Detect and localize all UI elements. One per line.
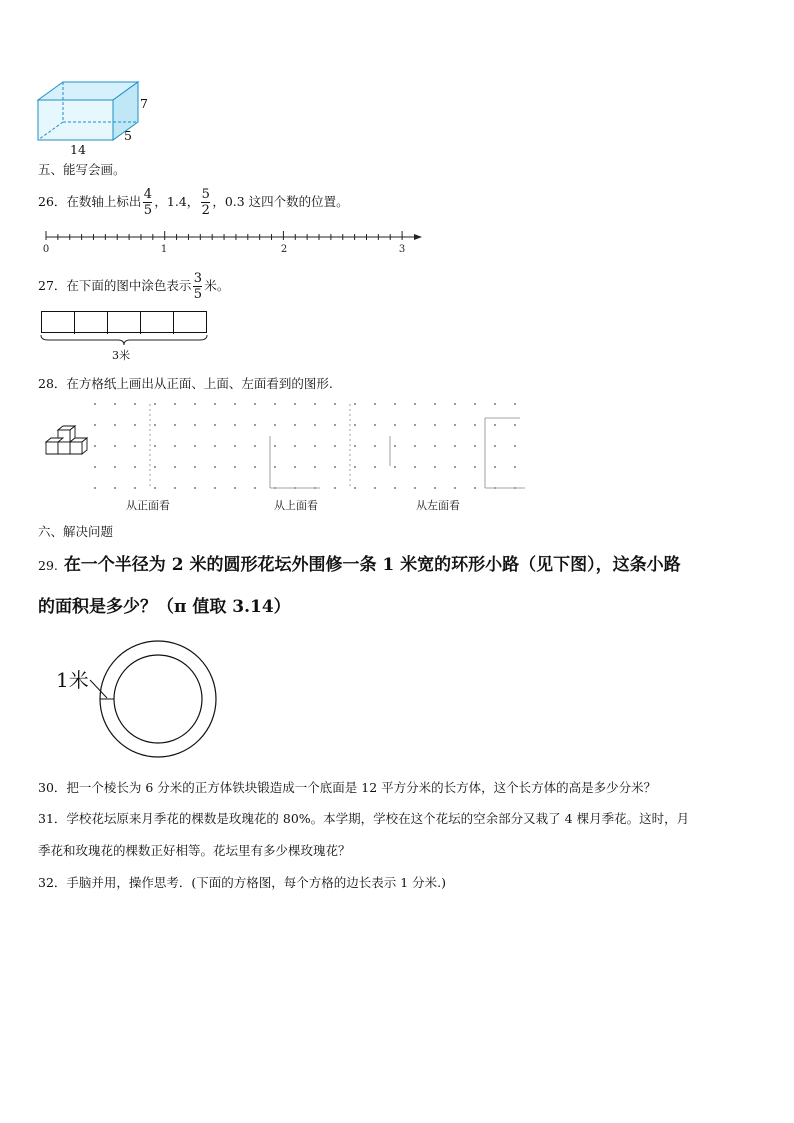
- grid-dot: [234, 466, 236, 468]
- grid-dot: [234, 403, 236, 405]
- q27-fraction: [193, 271, 202, 302]
- grid-dot: [194, 445, 196, 447]
- grid-dot: [134, 487, 136, 489]
- grid-dot: [434, 487, 436, 489]
- grid-dot: [154, 424, 156, 426]
- q32-number: 32．: [38, 875, 67, 890]
- q27-prefix: 在下面的图中涂色表示: [66, 278, 192, 293]
- q29-text-line-1: 在一个半径为 2 米的圆形花坛外围修一条 1 米宽的环形小路（见下图），这条小路: [63, 555, 681, 575]
- grid-dot: [114, 487, 116, 489]
- q27-suffix: 米。: [204, 278, 230, 293]
- grid-dot: [134, 403, 136, 405]
- grid-dot: [294, 466, 296, 468]
- q30-number: 30．: [38, 780, 67, 795]
- grid-dot: [374, 487, 376, 489]
- grid-dot: [254, 466, 256, 468]
- grid-dot: [394, 403, 396, 405]
- grid-dot: [394, 466, 396, 468]
- cuboid-width-label: 5: [124, 128, 132, 143]
- grid-dot: [294, 424, 296, 426]
- q27-frac-numerator: 3: [193, 270, 203, 286]
- grid-dot: [494, 424, 496, 426]
- grid-dot: [254, 403, 256, 405]
- q30-text: 把一个棱长为 6 分米的正方体铁块锻造成一个底面是 12 平方分米的长方体，这个长方体的高是多少分米？: [66, 780, 657, 795]
- grid-dot: [214, 466, 216, 468]
- grid-dot: [274, 403, 276, 405]
- grid-dot: [274, 466, 276, 468]
- grid-dot: [94, 403, 96, 405]
- grid-dot: [94, 424, 96, 426]
- q31-text-line-2: 季花和玫瑰花的棵数正好相等。花坛里有多少棵玫瑰花？: [38, 843, 351, 858]
- grid-dot: [474, 445, 476, 447]
- grid-dot: [434, 424, 436, 426]
- grid-dot: [394, 445, 396, 447]
- grid-dot: [434, 466, 436, 468]
- grid-dot: [174, 466, 176, 468]
- q27-cell[interactable]: [108, 312, 141, 334]
- grid-dot: [194, 466, 196, 468]
- axis-label-0: 0: [42, 244, 50, 255]
- grid-dot: [334, 445, 336, 447]
- grid-dot: [154, 466, 156, 468]
- grid-dot: [114, 403, 116, 405]
- q27-brace: [40, 334, 208, 346]
- q29-text-line-2: 的面积是多少？（π 值取 3.14）: [38, 597, 291, 617]
- question-27: [38, 268, 229, 304]
- grid-dot: [314, 403, 316, 405]
- cube-stack-figure: [40, 424, 96, 466]
- grid-dot: [394, 487, 396, 489]
- grid-dot: [514, 424, 516, 426]
- q31-number: 31．: [38, 811, 67, 826]
- question-26: [38, 184, 349, 220]
- q27-bar: [41, 311, 207, 333]
- axis-label-1: 1: [160, 244, 168, 255]
- q26-frac1-numerator: 4: [143, 186, 153, 202]
- section-6-title: 六、解决问题: [38, 524, 114, 539]
- q28-number: 28．: [38, 376, 67, 391]
- number-line: [36, 228, 426, 258]
- q31-text-line-1: 学校花坛原来月季花的棵数是玫瑰花的 80%。本学期，学校在这个花坛的空余部分又栽了 4 棵月季花。这时，月: [66, 811, 690, 826]
- q27-brace-label: 3米: [112, 349, 130, 362]
- grid-dot: [254, 445, 256, 447]
- q27-cell[interactable]: [75, 312, 108, 334]
- grid-dot: [414, 403, 416, 405]
- grid-dot: [134, 445, 136, 447]
- q27-cell[interactable]: [42, 312, 75, 334]
- grid-dot: [214, 487, 216, 489]
- grid-dot: [374, 403, 376, 405]
- grid-dot: [234, 445, 236, 447]
- grid-dot: [334, 466, 336, 468]
- grid-dot: [154, 445, 156, 447]
- grid-dot: [274, 424, 276, 426]
- grid-dot: [174, 487, 176, 489]
- grid-dot: [114, 466, 116, 468]
- grid-dot: [254, 424, 256, 426]
- axis-label-3: 3: [398, 244, 406, 255]
- grid-dot: [474, 487, 476, 489]
- grid-dot: [154, 403, 156, 405]
- grid-dot: [374, 466, 376, 468]
- q26-frac1-denominator: 5: [143, 202, 153, 218]
- grid-dot: [354, 445, 356, 447]
- grid-dot: [414, 466, 416, 468]
- grid-dot: [354, 487, 356, 489]
- grid-dot: [314, 424, 316, 426]
- grid-dot: [334, 487, 336, 489]
- grid-dot: [414, 424, 416, 426]
- grid-dot: [454, 403, 456, 405]
- grid-dot: [174, 445, 176, 447]
- grid-dot: [234, 487, 236, 489]
- q26-fraction-2: [201, 187, 210, 218]
- grid-dot: [454, 424, 456, 426]
- grid-dot: [314, 466, 316, 468]
- grid-dot: [514, 445, 516, 447]
- cuboid-figure: [30, 76, 160, 158]
- grid-dot: [434, 403, 436, 405]
- grid-dot: [494, 445, 496, 447]
- grid-dot: [214, 445, 216, 447]
- question-31-line-1: [38, 811, 689, 827]
- grid-dot: [234, 424, 236, 426]
- grid-dot: [254, 487, 256, 489]
- grid-dot: [394, 424, 396, 426]
- grid-dot: [134, 424, 136, 426]
- grid-dot: [454, 466, 456, 468]
- grid-dot: [114, 424, 116, 426]
- q27-cell[interactable]: [141, 312, 174, 334]
- grid-dot: [434, 445, 436, 447]
- view-label-left: 从左面看: [416, 499, 460, 512]
- grid-dot: [494, 466, 496, 468]
- grid-dot: [94, 466, 96, 468]
- question-28: [38, 376, 333, 392]
- grid-dot: [334, 424, 336, 426]
- question-30: [38, 780, 656, 796]
- q32-text: 手脑并用，操作思考．(下面的方格图，每个方格的边长表示 1 分米.): [66, 875, 447, 890]
- grid-dot: [474, 424, 476, 426]
- dot-grid: [90, 396, 530, 496]
- q29-number: 29.: [38, 558, 58, 573]
- grid-dot: [214, 424, 216, 426]
- q26-prefix: 在数轴上标出: [66, 194, 142, 209]
- grid-dot: [294, 403, 296, 405]
- grid-dot: [514, 466, 516, 468]
- grid-dot: [94, 445, 96, 447]
- ring-label: 1米: [56, 668, 89, 692]
- grid-dot: [294, 445, 296, 447]
- grid-dot: [114, 445, 116, 447]
- axis-label-2: 2: [280, 244, 288, 255]
- question-32: [38, 875, 446, 891]
- grid-dot: [194, 487, 196, 489]
- q26-number: 26．: [38, 194, 67, 209]
- q26-fraction-1: [143, 187, 152, 218]
- grid-dot: [194, 424, 196, 426]
- grid-dot: [514, 403, 516, 405]
- view-label-front: 从正面看: [126, 499, 170, 512]
- grid-dot: [174, 424, 176, 426]
- grid-dot: [154, 487, 156, 489]
- grid-dot: [214, 403, 216, 405]
- grid-dot: [374, 445, 376, 447]
- q26-mid: ，1.4，: [154, 194, 200, 209]
- grid-dot: [174, 403, 176, 405]
- grid-dot: [374, 424, 376, 426]
- grid-dot: [274, 445, 276, 447]
- grid-dot: [314, 445, 316, 447]
- grid-dot: [454, 445, 456, 447]
- grid-dot: [94, 487, 96, 489]
- q28-text: 在方格纸上画出从正面、上面、左面看到的图形.: [66, 376, 333, 391]
- question-29-line-1: [38, 554, 681, 577]
- section-5-title: 五、能写会画。: [38, 162, 126, 177]
- view-label-top: 从上面看: [274, 499, 318, 512]
- q27-frac-denominator: 5: [193, 286, 203, 302]
- grid-dot: [414, 445, 416, 447]
- grid-dot: [194, 403, 196, 405]
- q26-frac2-denominator: 2: [201, 202, 210, 218]
- grid-dot: [354, 403, 356, 405]
- grid-dot: [334, 403, 336, 405]
- grid-dot: [454, 487, 456, 489]
- grid-dot: [354, 466, 356, 468]
- q26-frac2-numerator: 5: [201, 186, 210, 202]
- grid-dot: [474, 403, 476, 405]
- grid-dot: [494, 403, 496, 405]
- grid-dot: [134, 466, 136, 468]
- ring-path-figure: [50, 640, 220, 760]
- grid-dot: [354, 424, 356, 426]
- grid-dot: [474, 466, 476, 468]
- cuboid-length-label: 14: [70, 142, 86, 157]
- q27-number: 27．: [38, 278, 67, 293]
- grid-dot: [414, 487, 416, 489]
- cuboid-height-label: 7: [140, 96, 148, 111]
- q26-suffix: ，0.3 这四个数的位置。: [212, 194, 349, 209]
